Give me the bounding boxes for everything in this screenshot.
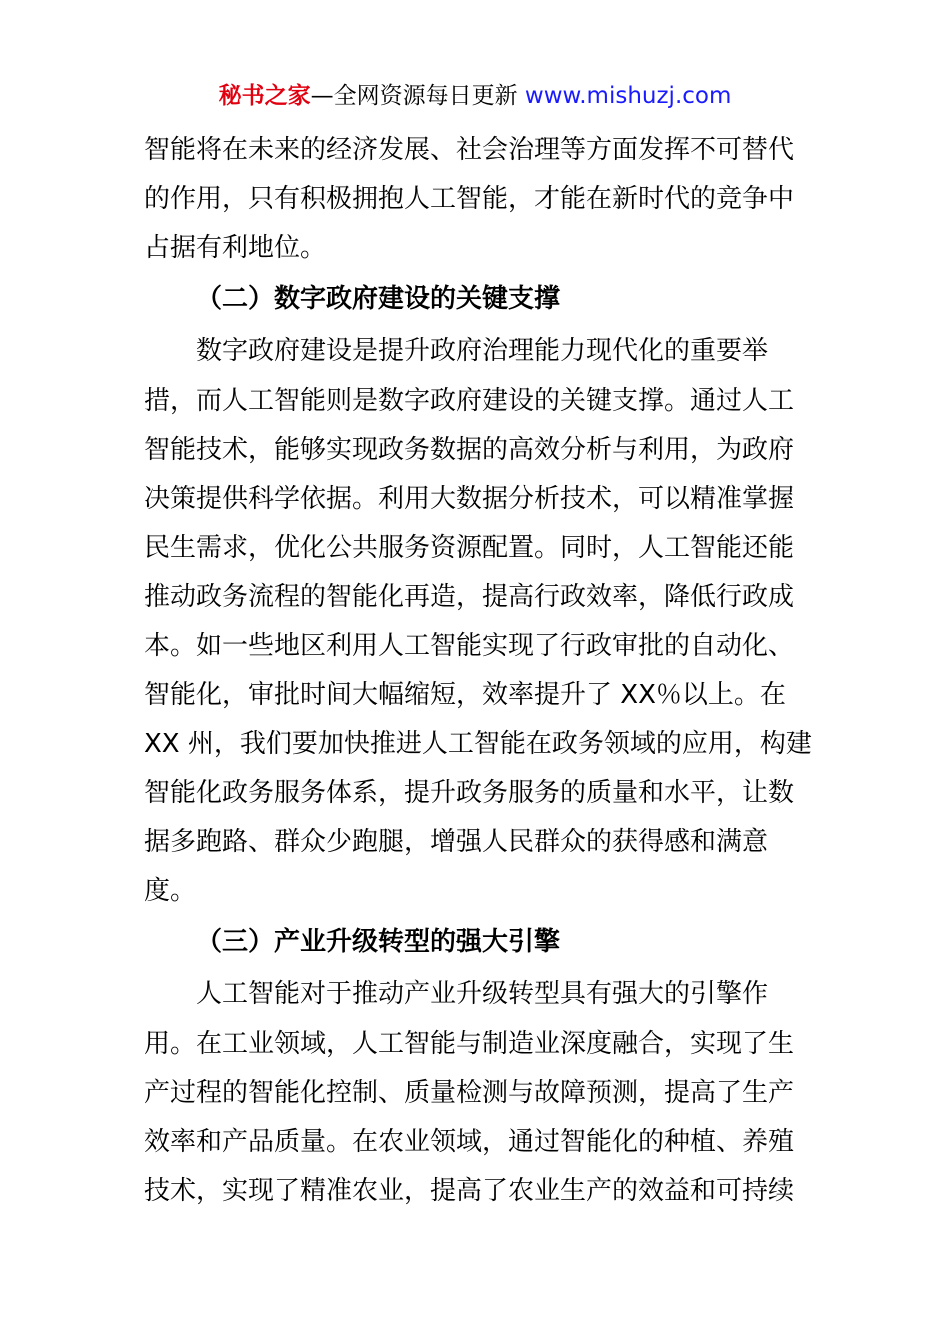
text-line: 人工智能对于推动产业升级转型具有强大的引擎作 bbox=[196, 979, 769, 1009]
text-line: 措，而人工智能则是数字政府建设的关键支撑。通过人工 bbox=[144, 386, 795, 416]
site-url: www.mishuzj.com bbox=[524, 83, 732, 109]
text-line: 产过程的智能化控制、质量检测与故障预测，提高了生产 bbox=[144, 1078, 795, 1108]
section-heading: （二）数字政府建设的关键支撑 bbox=[196, 284, 561, 314]
text-line: 技术，实现了精准农业，提高了农业生产的效益和可持续 bbox=[144, 1176, 795, 1206]
text-line: 智能化，审批时间大幅缩短，效率提升了 XX％以上。在 bbox=[144, 680, 786, 710]
text-line: 效率和产品质量。在农业领域，通过智能化的种植、养殖 bbox=[144, 1127, 795, 1157]
text-line: 推动政务流程的智能化再造，提高行政效率，降低行政成 bbox=[144, 582, 795, 612]
text-line: 数字政府建设是提升政府治理能力现代化的重要举 bbox=[196, 336, 769, 366]
text-line: 用。在工业领域，人工智能与制造业深度融合，实现了生 bbox=[144, 1029, 795, 1059]
text-line: 智能将在未来的经济发展、社会治理等方面发挥不可替代 bbox=[144, 135, 795, 165]
page-header bbox=[0, 78, 950, 114]
text-line: 据多跑路、群众少跑腿，增强人民群众的获得感和满意 bbox=[144, 827, 769, 857]
document-body bbox=[144, 126, 812, 1216]
text-line: 占据有利地位。 bbox=[144, 233, 327, 263]
header-tagline: —全网资源每日更新 bbox=[310, 83, 525, 109]
text-line: 智能化政务服务体系，提升政务服务的质量和水平，让数 bbox=[144, 778, 795, 808]
text-line: 本。如一些地区利用人工智能实现了行政审批的自动化、 bbox=[144, 631, 795, 661]
section-heading: （三）产业升级转型的强大引擎 bbox=[196, 927, 561, 957]
brand-name: 秘书之家 bbox=[218, 83, 311, 109]
text-line: 民生需求，优化公共服务资源配置。同时，人工智能还能 bbox=[144, 533, 795, 563]
text-line: 决策提供科学依据。利用大数据分析技术，可以精准掌握 bbox=[144, 484, 795, 514]
text-line: 智能技术，能够实现政务数据的高效分析与利用，为政府 bbox=[144, 435, 795, 465]
text-line: XX 州，我们要加快推进人工智能在政务领域的应用，构建 bbox=[144, 729, 812, 759]
text-line: 度。 bbox=[144, 876, 197, 906]
text-line: 的作用，只有积极拥抱人工智能，才能在新时代的竞争中 bbox=[144, 184, 795, 214]
